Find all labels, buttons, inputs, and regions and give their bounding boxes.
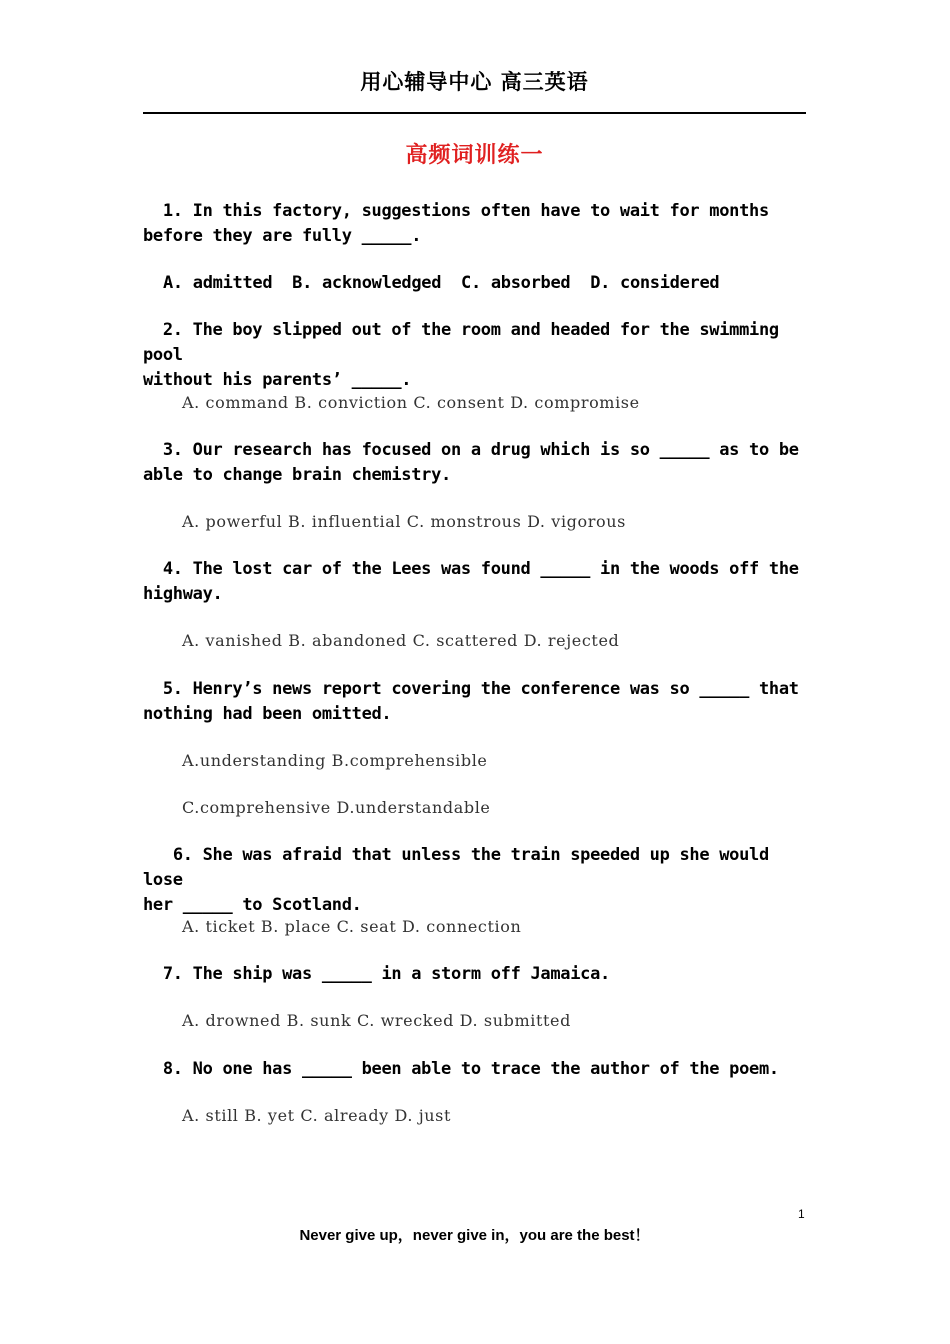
question-8 (143, 1057, 808, 1082)
question-4 (143, 557, 808, 607)
question-text-cont: nothing had been omitted. (143, 704, 392, 724)
header-divider (143, 112, 806, 114)
question-text: 7. The ship was _____ in a storm off Jamaica. (143, 964, 610, 984)
question-text-cont: able to change brain chemistry. (143, 465, 451, 485)
page-footer: Never give up，never give in，you are the best！ (299, 1227, 650, 1244)
question-2-options: A. command B. conviction C. consent D. compromise (182, 393, 640, 412)
question-text: 2. The boy slipped out of the room and headed for the swimming pool (143, 320, 789, 365)
question-3-options: A. powerful B. influential C. monstrous D. vigorous (182, 512, 626, 531)
question-6-options: A. ticket B. place C. seat D. connection (182, 917, 522, 936)
question-text: 8. No one has _____ been able to trace the author of the poem. (143, 1059, 779, 1079)
question-6 (143, 843, 808, 918)
question-text-cont: her _____ to Scotland. (143, 895, 362, 915)
question-5-options-b: C.comprehensive D.understandable (182, 798, 491, 817)
page-header: 用心辅导中心 高三英语 (360, 70, 589, 94)
document-title: 高频词训练一 (405, 143, 544, 168)
question-text: 3. Our research has focused on a drug which is so _____ as to be (143, 440, 799, 460)
question-text: 1. In this factory, suggestions often have to wait for months (143, 201, 769, 221)
question-5-options-a: A.understanding B.comprehensible (182, 751, 488, 770)
page-number: 1 (798, 1207, 805, 1221)
question-7 (143, 962, 808, 987)
question-text-cont: highway. (143, 584, 223, 604)
question-text: 5. Henry’s news report covering the conference was so _____ that (143, 679, 799, 699)
question-text-cont: before they are fully _____. (143, 226, 422, 246)
question-2 (143, 318, 808, 393)
question-7-options: A. drowned B. sunk C. wrecked D. submitted (182, 1011, 571, 1030)
question-1-options: A. admitted B. acknowledged C. absorbed D. considered (163, 273, 720, 293)
question-text: 4. The lost car of the Lees was found _____ in the woods off the (143, 559, 799, 579)
question-text-cont: without his parents’ _____. (143, 370, 412, 390)
question-4-options: A. vanished B. abandoned C. scattered D. rejected (182, 631, 620, 650)
question-8-options: A. still B. yet C. already D. just (182, 1106, 452, 1125)
question-text: 6. She was afraid that unless the train speeded up she would lose (143, 845, 779, 890)
question-3 (143, 438, 808, 488)
question-5 (143, 677, 808, 727)
question-1 (143, 199, 808, 249)
